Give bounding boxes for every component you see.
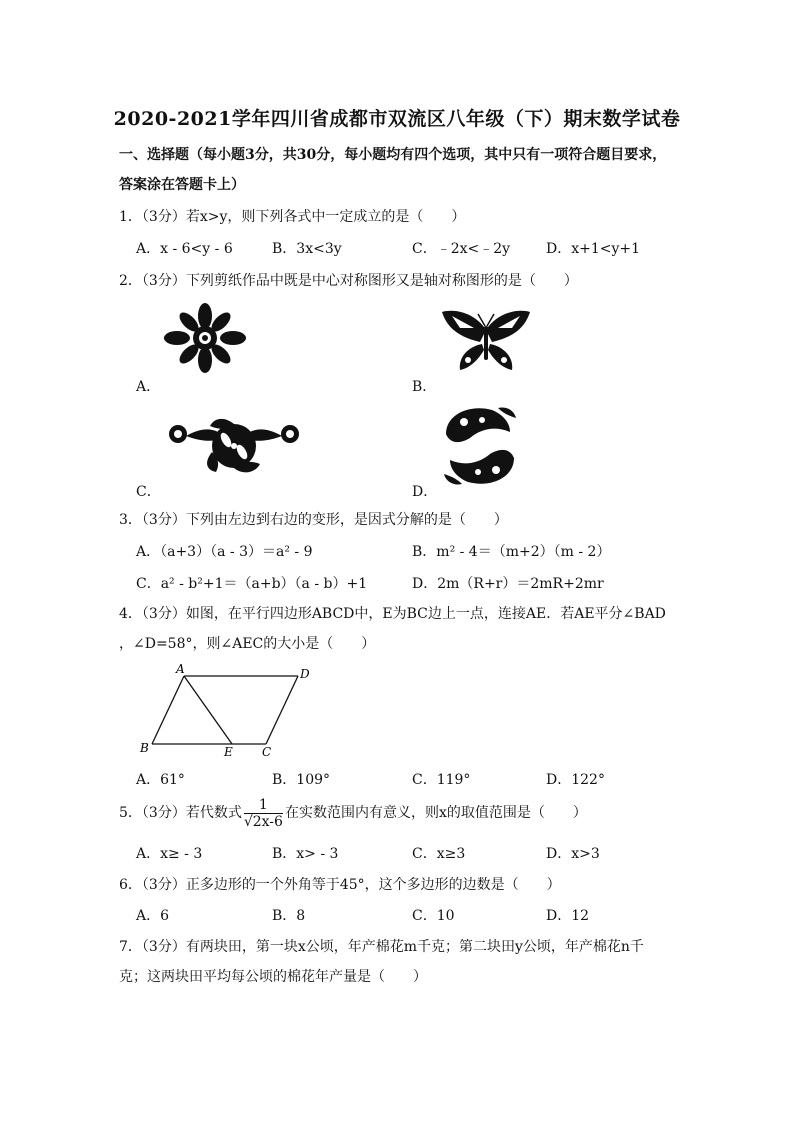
question-5-option-a: A．x≥ - 3: [136, 846, 203, 862]
question-6-option-c: C．10: [412, 908, 455, 924]
question-5-option-d: D．x>3: [546, 846, 600, 862]
question-6-option-b: B．8: [272, 908, 306, 924]
section-header: [119, 140, 679, 200]
question-1-option-d: D．x+1<y+1: [546, 241, 641, 257]
question-1-option-b: B．3x<3y: [272, 241, 342, 257]
sqrt-icon: √: [243, 813, 253, 830]
vertex-label-c: C: [262, 745, 272, 759]
question-6-option-d: D．12: [546, 908, 590, 924]
parallelogram-diagram: [136, 660, 316, 760]
question-3-option-d: D．2m（R+r）＝2mR+2mr: [412, 576, 604, 592]
question-2-stem: 2．（3分）下列剪纸作品中既是中心对称图形又是轴对称图形的是（ ）: [119, 273, 578, 289]
question-4-option-a: A．61°: [136, 772, 185, 788]
vertex-label-a: A: [176, 662, 185, 676]
question-3-stem: 3．（3分）下列由左边到右边的变形，是因式分解的是（ ）: [119, 512, 508, 528]
question-4-stem-line1: 4．（3分）如图，在平行四边形ABCD中，E为BC边上一点，连接AE．若AE平分∠BAD: [119, 606, 666, 622]
radicand: 2x-6: [252, 813, 283, 830]
question-2-option-b: B．: [412, 379, 437, 395]
question-5-option-c: C．x≥3: [412, 846, 466, 862]
question-2-option-a: A．: [136, 379, 161, 395]
question-2-option-c: C．: [136, 484, 161, 500]
ornament-papercut-image: [164, 412, 304, 476]
question-6-option-a: A．6: [136, 908, 170, 924]
question-2-option-d: D．: [412, 484, 438, 500]
question-3-option-c: C．a² - b²+1＝（a+b）（a - b）+1: [136, 576, 368, 592]
vertex-label-b: B: [140, 741, 149, 755]
question-5-option-b: B．x> - 3: [272, 846, 339, 862]
fraction-numerator: 1: [244, 797, 283, 814]
question-4-option-d: D．122°: [546, 772, 605, 788]
butterfly-papercut-image: [440, 308, 532, 378]
question-4-option-c: C．119°: [412, 772, 471, 788]
question-1-stem: 1．（3分）若x>y，则下列各式中一定成立的是（ ）: [119, 209, 466, 225]
fraction-denominator: [244, 814, 283, 830]
question-6-stem: 6．（3分）正多边形的一个外角等于45°，这个多边形的边数是（ ）: [119, 877, 561, 893]
section-header-line2: 答案涂在答题卡上）: [119, 177, 245, 193]
question-5-stem-suffix: 在实数范围内有意义，则x的取值范围是（ ）: [284, 805, 587, 821]
question-7-stem-line2: 克；这两块田平均每公顷的棉花年产量是（ ）: [119, 969, 427, 985]
page-title: 2020-2021学年四川省成都市双流区八年级（下）期末数学试卷: [113, 108, 681, 130]
fish-papercut-image: [440, 404, 520, 488]
question-7-stem-line1: 7．（3分）有两块田，第一块x公顷，年产棉花m千克；第二块田y公顷，年产棉花n千: [119, 939, 644, 955]
question-4-option-b: B．109°: [272, 772, 331, 788]
question-5-stem: [119, 796, 587, 830]
question-4-stem-line2: ，∠D=58°，则∠AEC的大小是（ ）: [119, 636, 376, 652]
question-1-option-c: C．﹣2x<﹣2y: [412, 241, 511, 257]
question-1-option-a: A．x - 6<y - 6: [136, 241, 233, 257]
question-5-stem-prefix: 5．（3分）若代数式: [119, 805, 242, 821]
section-header-line1: 一、选择题（每小题3分，共30分，每小题均有四个选项，其中只有一项符合题目要求，: [119, 147, 667, 163]
vertex-label-e: E: [224, 745, 233, 759]
question-3-option-a: A．（a+3）（a - 3）＝a² - 9: [136, 544, 313, 560]
vertex-label-d: D: [300, 667, 310, 681]
question-3-option-b: B．m² - 4＝（m+2）（m - 2）: [412, 544, 611, 560]
question-5-fraction: [244, 797, 283, 830]
flower-papercut-image: [162, 302, 248, 374]
